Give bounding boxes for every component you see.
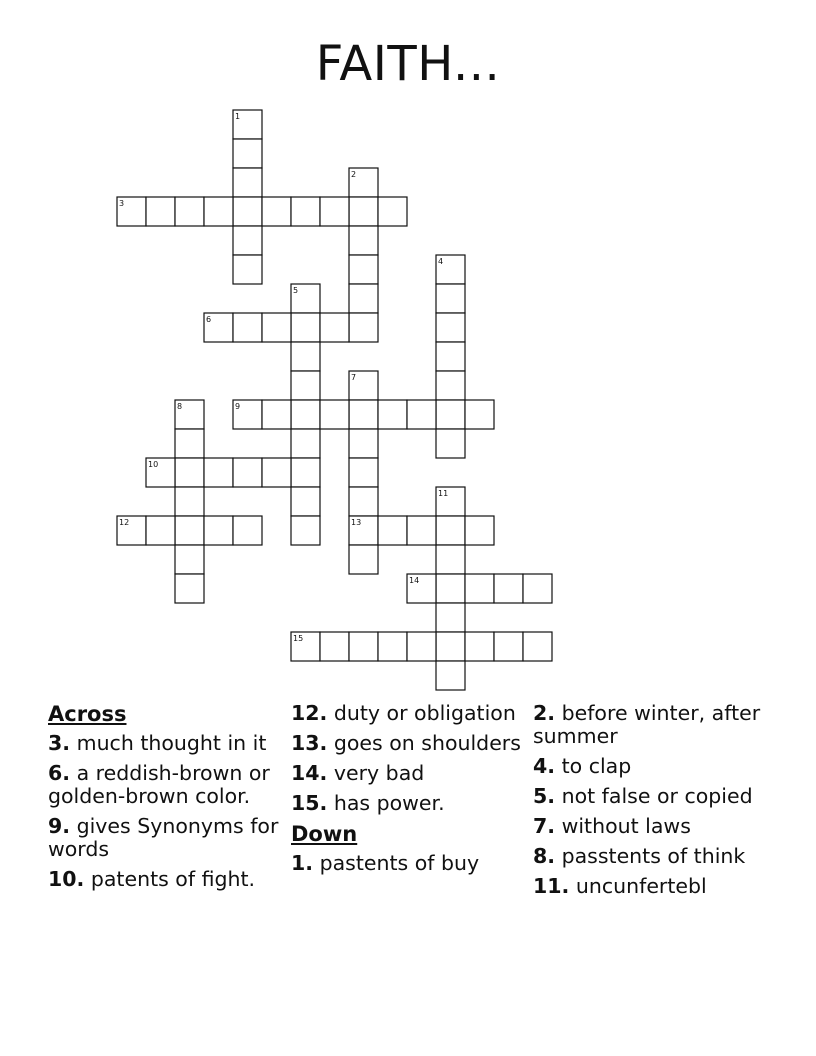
clue-number-9: 9 bbox=[235, 402, 241, 411]
grid-cell[interactable] bbox=[320, 313, 349, 342]
clue-across-10: 10. patents of fight. bbox=[48, 867, 256, 891]
grid-cell[interactable] bbox=[436, 313, 465, 342]
grid-cell[interactable] bbox=[175, 197, 204, 226]
clue-down-8: 8. passtents of think bbox=[533, 844, 746, 868]
grid-cell[interactable] bbox=[349, 255, 378, 284]
clue-down-2: 2. before winter, after summer bbox=[533, 701, 761, 748]
clue-across-9: 9. gives Synonyms for words bbox=[48, 814, 279, 861]
grid-cell[interactable] bbox=[291, 516, 320, 545]
clue-down-7: 7. without laws bbox=[533, 814, 691, 838]
grid-cell[interactable] bbox=[407, 632, 436, 661]
grid-cell[interactable] bbox=[320, 197, 349, 226]
grid-cell[interactable] bbox=[436, 661, 465, 690]
puzzle-title: FAITH... bbox=[315, 36, 501, 92]
clue-across-15: 15. has power. bbox=[291, 791, 445, 815]
grid-cell[interactable] bbox=[291, 371, 320, 400]
grid-cell[interactable] bbox=[436, 516, 465, 545]
clue-number-13: 13 bbox=[351, 518, 362, 527]
grid-cell[interactable] bbox=[378, 516, 407, 545]
clue-number-6: 6 bbox=[206, 315, 212, 324]
down-heading: Down bbox=[291, 822, 358, 846]
grid-cell[interactable] bbox=[291, 342, 320, 371]
grid-cell[interactable] bbox=[146, 516, 175, 545]
grid-cell[interactable] bbox=[291, 458, 320, 487]
grid-cell[interactable] bbox=[204, 458, 233, 487]
grid-cell[interactable] bbox=[262, 400, 291, 429]
grid-cell[interactable] bbox=[146, 197, 175, 226]
grid-cell[interactable] bbox=[349, 226, 378, 255]
clue-number-11: 11 bbox=[438, 489, 449, 498]
grid-cell[interactable] bbox=[349, 487, 378, 516]
clue-number-5: 5 bbox=[293, 286, 299, 295]
grid-cell[interactable] bbox=[291, 400, 320, 429]
clue-column-1 bbox=[48, 702, 280, 898]
grid-cell[interactable] bbox=[523, 574, 552, 603]
grid-cell[interactable] bbox=[436, 429, 465, 458]
clue-down-4: 4. to clap bbox=[533, 754, 632, 778]
clue-column-2 bbox=[291, 702, 523, 882]
grid-cell[interactable] bbox=[436, 632, 465, 661]
grid-cell[interactable] bbox=[436, 603, 465, 632]
grid-cell[interactable] bbox=[436, 284, 465, 313]
grid-cell[interactable] bbox=[349, 632, 378, 661]
grid-cell[interactable] bbox=[291, 313, 320, 342]
grid-cell[interactable] bbox=[291, 429, 320, 458]
grid-cell[interactable] bbox=[262, 197, 291, 226]
grid-cell[interactable] bbox=[494, 574, 523, 603]
clue-number-10: 10 bbox=[148, 460, 159, 469]
grid-cell[interactable] bbox=[233, 197, 262, 226]
grid-cell[interactable] bbox=[233, 226, 262, 255]
grid-cell[interactable] bbox=[349, 400, 378, 429]
grid-cell[interactable] bbox=[436, 545, 465, 574]
clue-number-2: 2 bbox=[351, 170, 357, 179]
grid-cell[interactable] bbox=[175, 487, 204, 516]
grid-cell[interactable] bbox=[465, 574, 494, 603]
grid-cell[interactable] bbox=[465, 632, 494, 661]
clue-across-13: 13. goes on shoulders bbox=[291, 731, 521, 755]
grid-cell[interactable] bbox=[233, 168, 262, 197]
grid-cell[interactable] bbox=[436, 371, 465, 400]
grid-cell[interactable] bbox=[175, 516, 204, 545]
clue-number-15: 15 bbox=[293, 634, 304, 643]
grid-cell[interactable] bbox=[465, 400, 494, 429]
grid-cell[interactable] bbox=[175, 545, 204, 574]
grid-cell[interactable] bbox=[465, 516, 494, 545]
grid-cell[interactable] bbox=[233, 516, 262, 545]
grid-cell[interactable] bbox=[291, 487, 320, 516]
grid-cell[interactable] bbox=[349, 313, 378, 342]
clue-column-3 bbox=[533, 702, 765, 905]
grid-cell[interactable] bbox=[320, 632, 349, 661]
grid-cell[interactable] bbox=[175, 574, 204, 603]
grid-cell[interactable] bbox=[349, 545, 378, 574]
clue-number-4: 4 bbox=[438, 257, 444, 266]
grid-cell[interactable] bbox=[349, 197, 378, 226]
across-heading: Across bbox=[48, 702, 127, 726]
clue-number-12: 12 bbox=[119, 518, 130, 527]
grid-cell[interactable] bbox=[494, 632, 523, 661]
grid-cell[interactable] bbox=[349, 458, 378, 487]
clue-across-12: 12. duty or obligation bbox=[291, 701, 516, 725]
grid-cell[interactable] bbox=[436, 574, 465, 603]
grid-cell[interactable] bbox=[378, 400, 407, 429]
clue-across-14: 14. very bad bbox=[291, 761, 425, 785]
grid-cell[interactable] bbox=[436, 400, 465, 429]
grid-cell[interactable] bbox=[436, 342, 465, 371]
grid-cell[interactable] bbox=[204, 197, 233, 226]
clue-across-3: 3. much thought in it bbox=[48, 731, 267, 755]
grid-cell[interactable] bbox=[233, 255, 262, 284]
grid-cell[interactable] bbox=[378, 632, 407, 661]
grid-cell[interactable] bbox=[407, 400, 436, 429]
clue-number-14: 14 bbox=[409, 576, 420, 585]
clue-number-8: 8 bbox=[177, 402, 183, 411]
grid-cell[interactable] bbox=[378, 197, 407, 226]
grid-cell[interactable] bbox=[349, 284, 378, 313]
clue-number-1: 1 bbox=[235, 112, 241, 121]
clue-down-11: 11. uncunfertebl bbox=[533, 874, 707, 898]
clue-number-7: 7 bbox=[351, 373, 357, 382]
grid-cell[interactable] bbox=[349, 429, 378, 458]
clue-down-5: 5. not false or copied bbox=[533, 784, 753, 808]
grid-cell[interactable] bbox=[204, 516, 233, 545]
grid-cell[interactable] bbox=[407, 516, 436, 545]
grid-cell[interactable] bbox=[262, 313, 291, 342]
clue-down-1: 1. pastents of buy bbox=[291, 851, 480, 875]
clue-across-6: 6. a reddish-brown or golden-brown color. bbox=[48, 761, 270, 808]
grid-cell[interactable] bbox=[175, 458, 204, 487]
grid-cell[interactable] bbox=[291, 197, 320, 226]
grid-cell[interactable] bbox=[233, 139, 262, 168]
grid-cell[interactable] bbox=[233, 313, 262, 342]
grid-cell[interactable] bbox=[175, 429, 204, 458]
clue-number-3: 3 bbox=[119, 199, 125, 208]
grid-cell[interactable] bbox=[320, 400, 349, 429]
grid-cell[interactable] bbox=[523, 632, 552, 661]
grid-cell[interactable] bbox=[262, 458, 291, 487]
grid-cell[interactable] bbox=[233, 458, 262, 487]
